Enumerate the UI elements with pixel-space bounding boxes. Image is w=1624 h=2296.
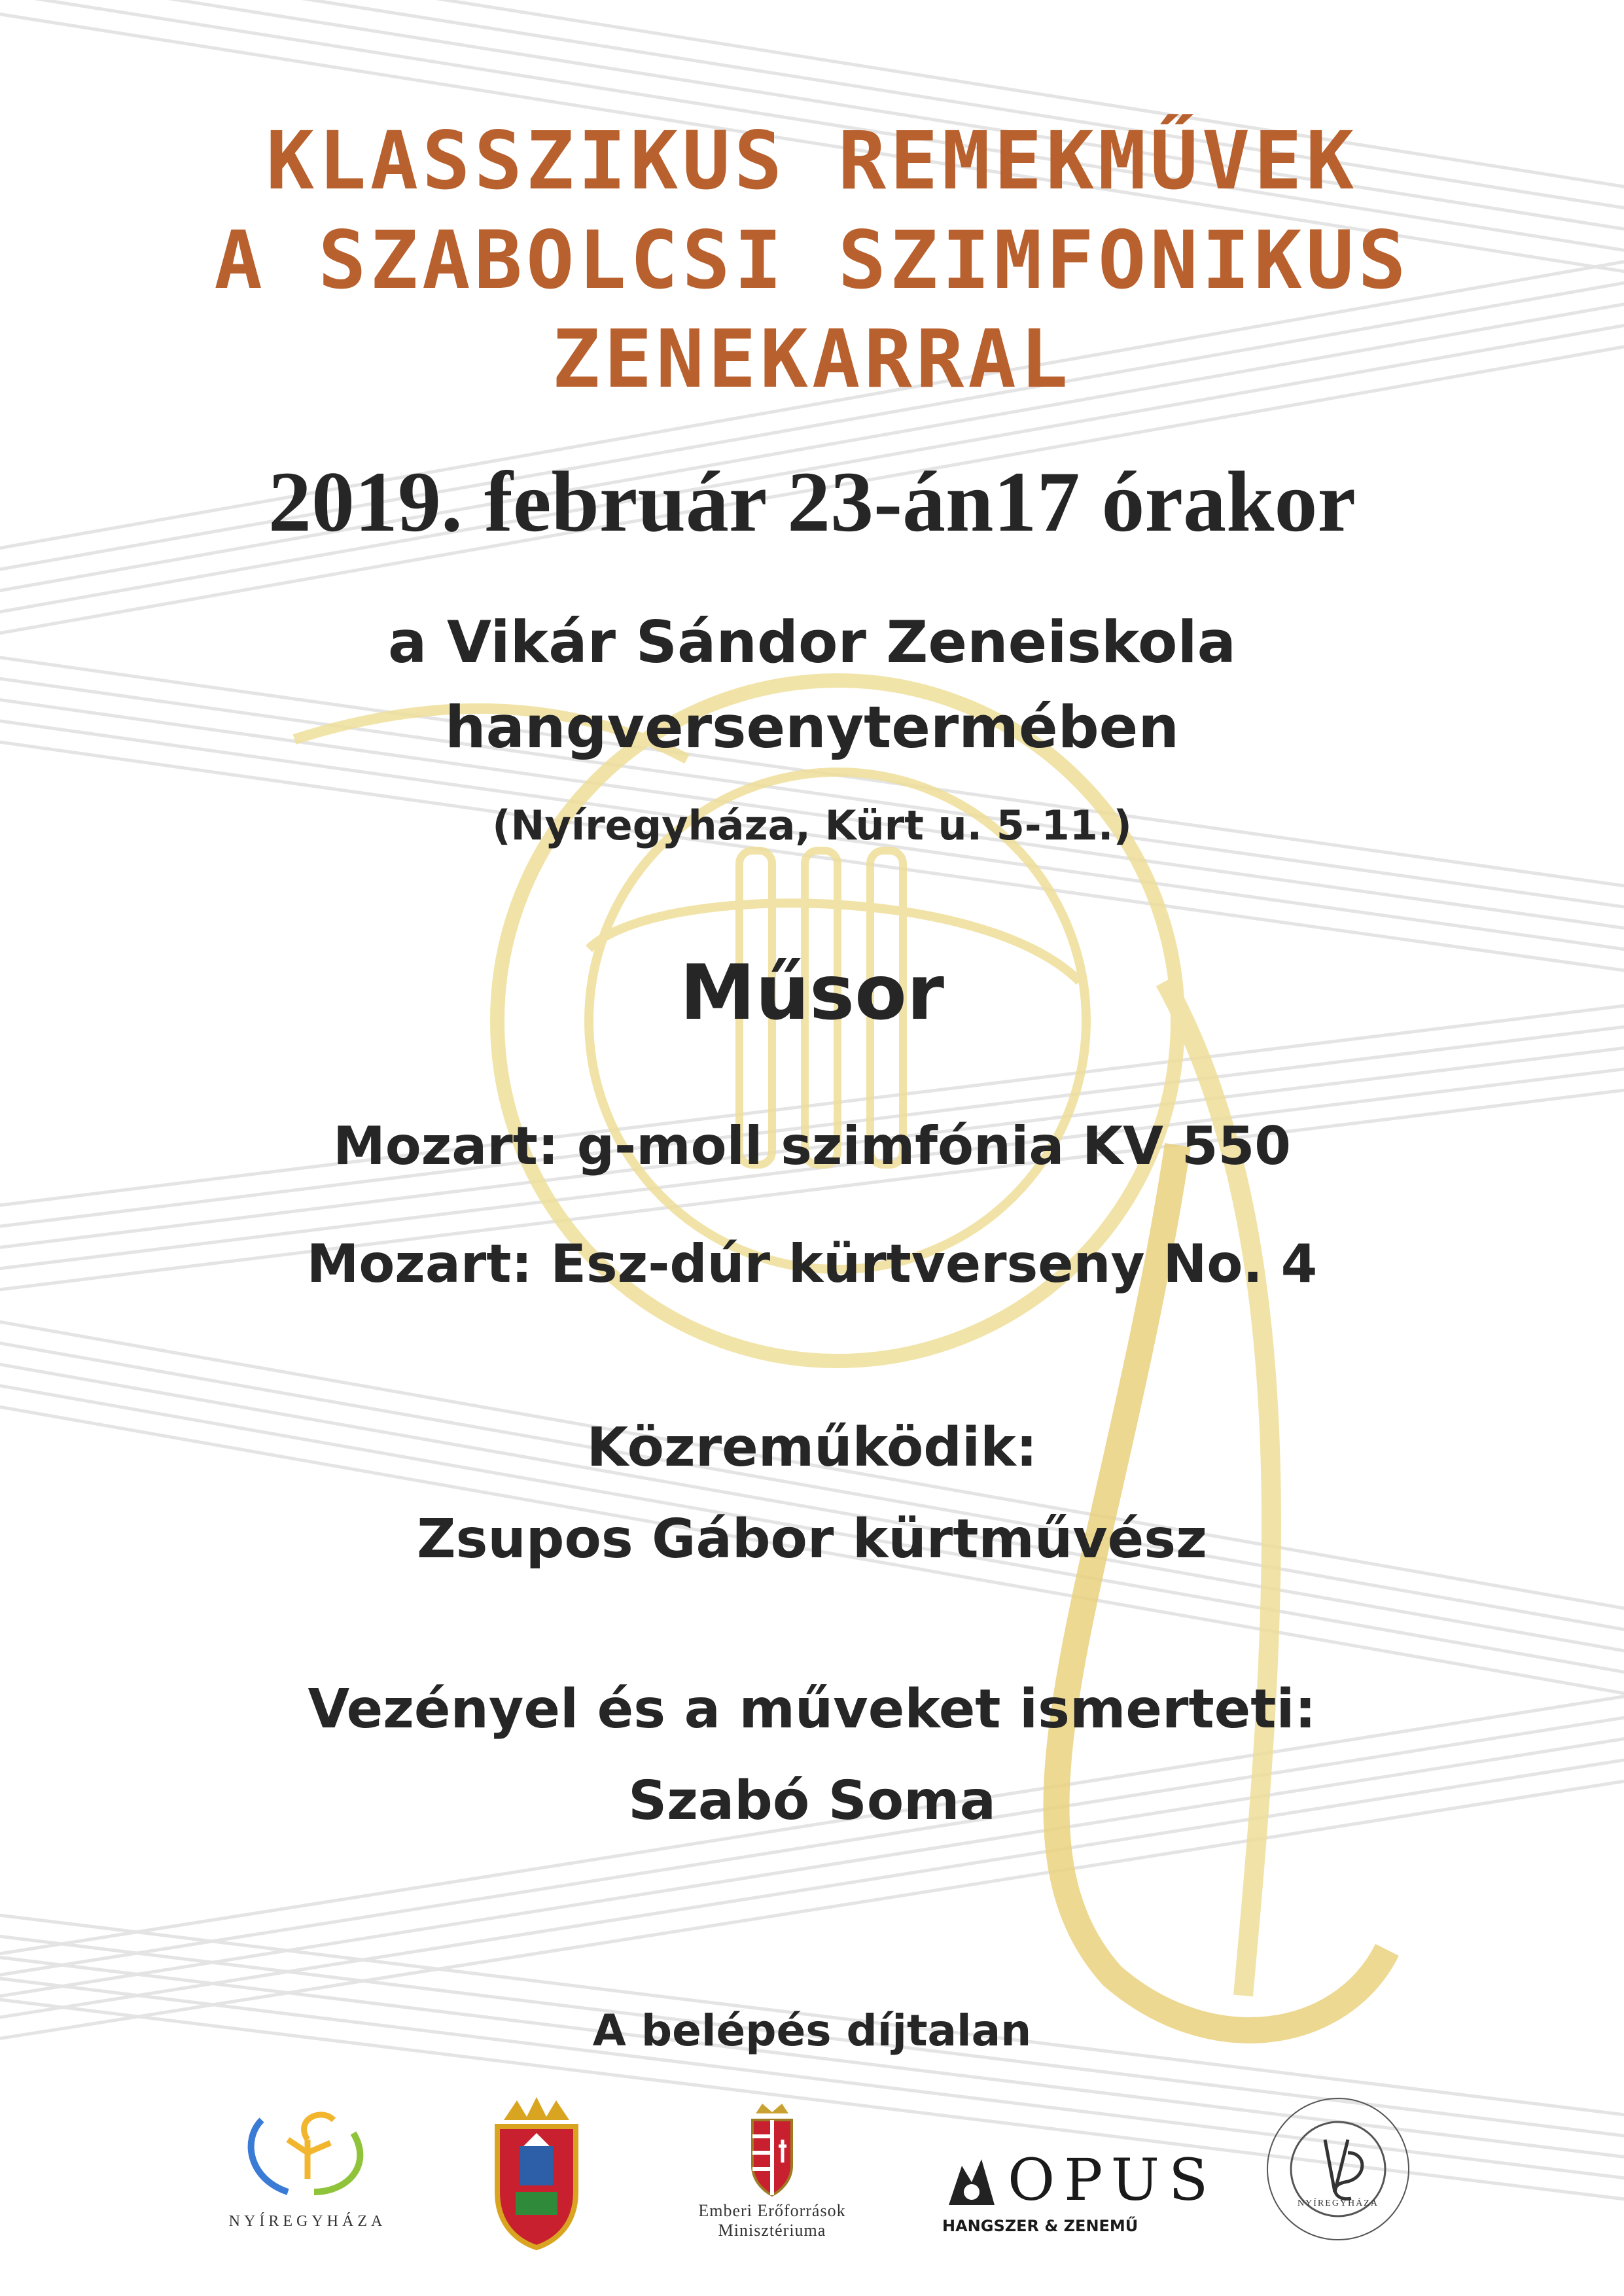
- ministry-logo: [680, 2100, 864, 2251]
- coat-of-arms-icon: [484, 2094, 589, 2251]
- ministry-caption-2: Minisztériuma: [718, 2221, 826, 2240]
- venue-line-2: hangversenytermében: [444, 694, 1180, 761]
- nyiregyhaza-emblem-icon: [216, 2094, 399, 2199]
- soloist-label: Közreműködik:: [586, 1417, 1038, 1479]
- opus-logo: [942, 2146, 1218, 2238]
- conductor-label: Vezényel és a műveket ismerteti:: [308, 1678, 1316, 1740]
- soloist-name: Zsupos Gábor kürtművész: [417, 1508, 1207, 1570]
- school-seal-city: NYÍREGYHÁZA: [1297, 2199, 1379, 2208]
- nyiregyhaza-caption: NYÍREGYHÁZA: [228, 2213, 387, 2230]
- opus-emblem-icon: [942, 2153, 1001, 2212]
- program-heading: Műsor: [680, 949, 944, 1037]
- ministry-caption-1: Emberi Erőforrások: [698, 2201, 846, 2220]
- conductor-name: Szabó Soma: [628, 1770, 996, 1832]
- title-line-1: KLASSZIKUS REMEKMŰVEK: [266, 115, 1358, 207]
- venue-address: (Nyíregyháza, Kürt u. 5-11.): [492, 802, 1132, 849]
- title-line-2: A SZABOLCSI SZIMFONIKUS: [214, 214, 1410, 307]
- opus-wordmark: OPUS: [1008, 2146, 1218, 2214]
- title-line-3: ZENEKARRAL: [552, 313, 1072, 406]
- program-item-1: Mozart: g-moll szimfónia KV 550: [333, 1116, 1291, 1176]
- city-coat-of-arms: [484, 2094, 589, 2251]
- entry-note: A belépés díjtalan: [592, 2005, 1032, 2056]
- program-item-2: Mozart: Esz-dúr kürtverseny No. 4: [306, 1233, 1318, 1294]
- opus-subtitle: HANGSZER & ZENEMŰ: [942, 2217, 1139, 2235]
- venue-line-1: a Vikár Sándor Zeneiskola: [387, 609, 1237, 676]
- hungarian-crest-icon: [680, 2100, 864, 2199]
- event-date: 2019. február 23-án17 órakor: [268, 453, 1356, 550]
- school-seal-icon: [1263, 2094, 1413, 2244]
- nyiregyhaza-logo: [216, 2094, 399, 2238]
- music-school-seal: [1263, 2094, 1413, 2244]
